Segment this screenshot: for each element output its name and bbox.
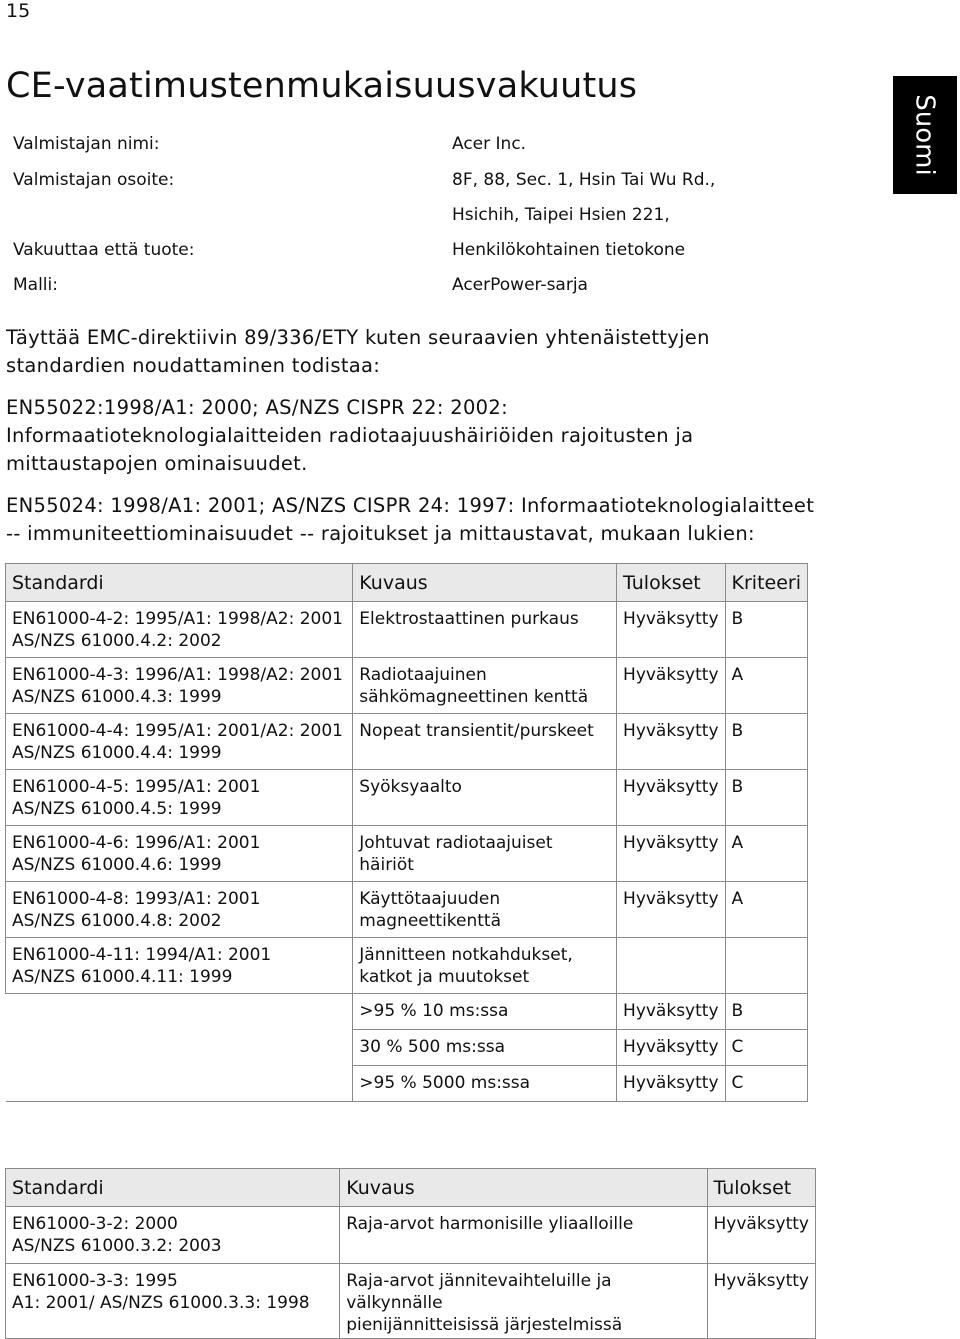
description-cell: >95 % 5000 ms:ssa xyxy=(353,1066,617,1102)
product-label: Vakuuttaa että tuote: xyxy=(13,240,195,260)
standard-cell: EN61000-4-6: 1996/A1: 2001 AS/NZS 61000.4.6: 1999 xyxy=(6,826,353,882)
result-cell: Hyväksytty xyxy=(617,602,726,658)
table-header-row xyxy=(6,564,808,602)
criterion-cell: B xyxy=(725,994,807,1030)
result-cell: Hyväksytty xyxy=(707,1264,815,1339)
table-row xyxy=(6,1207,816,1264)
standard-cell: EN61000-4-4: 1995/A1: 2001/A2: 2001 AS/NZS 61000.4.4: 1999 xyxy=(6,714,353,770)
table-row xyxy=(6,602,808,658)
header-standard: Standardi xyxy=(6,564,353,602)
model-value: AcerPower-sarja xyxy=(452,275,588,295)
manufacturer-label: Valmistajan nimi: xyxy=(13,134,160,154)
header-standard: Standardi xyxy=(6,1169,340,1207)
language-tab-label: Suomi xyxy=(910,94,941,176)
result-cell xyxy=(617,938,726,994)
table-row xyxy=(6,938,808,994)
result-cell: Hyväksytty xyxy=(617,882,726,938)
description-cell: Syöksyaalto xyxy=(353,770,617,826)
manufacturer-value: Acer Inc. xyxy=(452,134,527,154)
description-cell: Elektrostaattinen purkaus xyxy=(353,602,617,658)
table-header-row xyxy=(6,1169,816,1207)
table-sub-row xyxy=(6,1066,808,1102)
result-cell: Hyväksytty xyxy=(617,1030,726,1066)
criterion-cell: A xyxy=(725,658,807,714)
standard-cell: EN61000-4-3: 1996/A1: 1998/A2: 2001 AS/NZS 61000.4.3: 1999 xyxy=(6,658,353,714)
description-cell: Nopeat transientit/purskeet xyxy=(353,714,617,770)
address-line-1: 8F, 88, Sec. 1, Hsin Tai Wu Rd., xyxy=(452,170,716,190)
page-number: 15 xyxy=(6,0,31,22)
header-description: Kuvaus xyxy=(340,1169,707,1207)
table-row xyxy=(6,826,808,882)
standard-cell: EN61000-4-5: 1995/A1: 2001 AS/NZS 61000.4.5: 1999 xyxy=(6,770,353,826)
empty-cell xyxy=(6,1066,353,1102)
criterion-cell: A xyxy=(725,826,807,882)
table-row xyxy=(6,1264,816,1339)
result-cell: Hyväksytty xyxy=(617,770,726,826)
standard-cell: EN61000-4-8: 1993/A1: 2001 AS/NZS 61000.4.8: 2002 xyxy=(6,882,353,938)
address-label: Valmistajan osoite: xyxy=(13,170,175,190)
table-row xyxy=(6,714,808,770)
criterion-cell: C xyxy=(725,1030,807,1066)
description-cell: Jännitteen notkahdukset, katkot ja muutokset xyxy=(353,938,617,994)
emission-standard-paragraph: EN55022:1998/A1: 2000; AS/NZS CISPR 22: 2002: Informaatioteknologialaitteiden radiotaajuushäiriöiden rajoitusten ja mittaustapojen ominaisuudet. xyxy=(6,396,694,475)
table-row xyxy=(6,770,808,826)
standard-cell: EN61000-4-11: 1994/A1: 2001 AS/NZS 61000.4.11: 1999 xyxy=(6,938,353,994)
header-description: Kuvaus xyxy=(353,564,617,602)
compliance-paragraph: Täyttää EMC-direktiivin 89/336/ETY kuten seuraavien yhtenäistettyjen standardien noudattaminen todistaa: xyxy=(6,326,710,377)
model-label: Malli: xyxy=(13,275,58,295)
result-cell: Hyväksytty xyxy=(617,658,726,714)
standard-cell: EN61000-4-2: 1995/A1: 1998/A2: 2001 AS/NZS 61000.4.2: 2002 xyxy=(6,602,353,658)
criterion-cell: B xyxy=(725,602,807,658)
description-cell: Raja-arvot jännitevaihteluille ja välkynnälle pienijännitteisissä järjestelmissä xyxy=(340,1264,707,1339)
empty-cell xyxy=(6,994,353,1030)
header-criterion: Kriteeri xyxy=(725,564,807,602)
description-cell: >95 % 10 ms:ssa xyxy=(353,994,617,1030)
description-cell: Johtuvat radiotaajuiset häiriöt xyxy=(353,826,617,882)
product-value: Henkilökohtainen tietokone xyxy=(452,240,686,260)
emission-standards-table xyxy=(5,1168,816,1339)
table-sub-row xyxy=(6,994,808,1030)
description-cell: Radiotaajuinen sähkömagneettinen kenttä xyxy=(353,658,617,714)
standard-cell: EN61000-3-3: 1995 A1: 2001/ AS/NZS 61000.3.3: 1998 xyxy=(6,1264,340,1339)
result-cell: Hyväksytty xyxy=(617,714,726,770)
immunity-standards-table xyxy=(5,563,808,1102)
result-cell: Hyväksytty xyxy=(707,1207,815,1264)
criterion-cell xyxy=(725,938,807,994)
immunity-standard-paragraph: EN55024: 1998/A1: 2001; AS/NZS CISPR 24: 1997: Informaatioteknologialaitteet -- immuniteettiominaisuudet -- rajoitukset ja mittaustavat, mukaan lukien: xyxy=(6,494,815,545)
header-result: Tulokset xyxy=(617,564,726,602)
empty-cell xyxy=(6,1030,353,1066)
description-cell: Käyttötaajuuden magneettikenttä xyxy=(353,882,617,938)
table-sub-row xyxy=(6,1030,808,1066)
result-cell: Hyväksytty xyxy=(617,994,726,1030)
result-cell: Hyväksytty xyxy=(617,826,726,882)
criterion-cell: B xyxy=(725,770,807,826)
criterion-cell: B xyxy=(725,714,807,770)
table-row xyxy=(6,882,808,938)
criterion-cell: A xyxy=(725,882,807,938)
description-cell: Raja-arvot harmonisille yliaalloille xyxy=(340,1207,707,1264)
page-title: CE-vaatimustenmukaisuusvakuutus xyxy=(6,66,638,106)
address-line-2: Hsichih, Taipei Hsien 221, xyxy=(452,205,670,225)
criterion-cell: C xyxy=(725,1066,807,1102)
description-cell: 30 % 500 ms:ssa xyxy=(353,1030,617,1066)
standard-cell: EN61000-3-2: 2000 AS/NZS 61000.3.2: 2003 xyxy=(6,1207,340,1264)
header-result: Tulokset xyxy=(707,1169,815,1207)
result-cell: Hyväksytty xyxy=(617,1066,726,1102)
language-tab xyxy=(893,76,957,194)
table-row xyxy=(6,658,808,714)
